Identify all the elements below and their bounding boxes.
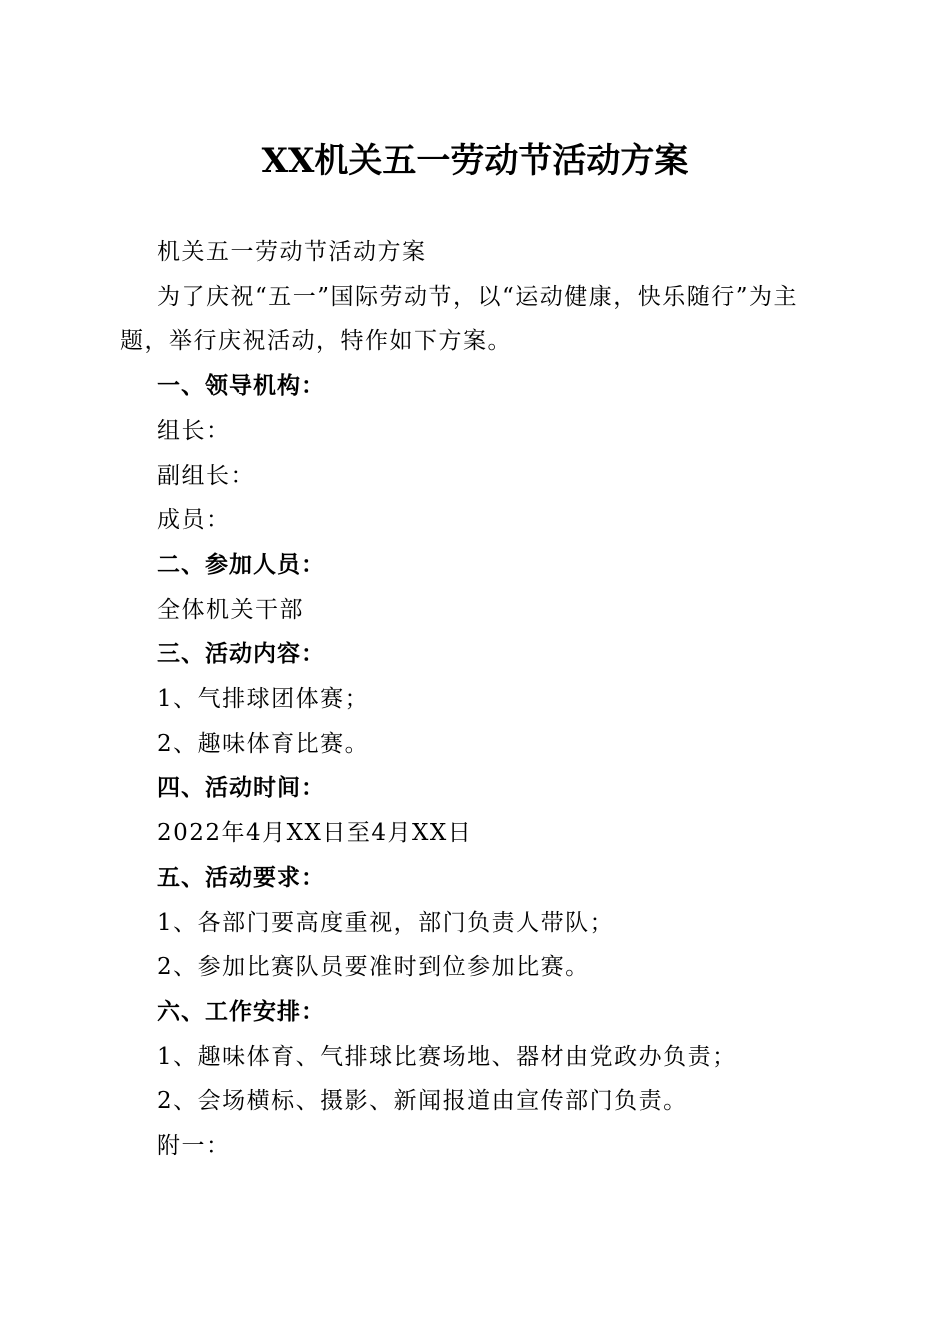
body-paragraph: 1、气排球团体赛； — [157, 686, 370, 713]
body-paragraph: 2、参加比赛队员要准时到位参加比赛。 — [157, 954, 590, 981]
section-heading: 三、活动内容： — [157, 641, 325, 668]
section-heading: 四、活动时间： — [157, 775, 325, 802]
section-heading: 一、领导机构： — [157, 373, 325, 400]
body-paragraph: 组长： — [157, 417, 231, 444]
document-body — [120, 230, 830, 1169]
section-heading: 二、参加人员： — [157, 551, 325, 578]
section-heading: 六、工作安排： — [157, 998, 325, 1025]
body-paragraph: 附一： — [157, 1133, 231, 1160]
body-paragraph: 成员： — [157, 507, 231, 534]
section-heading: 五、活动要求： — [157, 864, 325, 891]
body-paragraph: 为了庆祝“五一”国际劳动节，以“运动健康，快乐随行”为主题，举行庆祝活动，特作如下方案。 — [120, 283, 799, 355]
body-paragraph: 1、各部门要高度重视，部门负责人带队； — [157, 909, 615, 936]
body-paragraph: 1、趣味体育、气排球比赛场地、器材由党政办负责； — [157, 1043, 737, 1070]
document-title: XX机关五一劳动节活动方案 — [261, 141, 689, 181]
body-paragraph: 机关五一劳动节活动方案 — [157, 239, 427, 265]
body-paragraph: 2022年4月XX日至4月XX日 — [157, 820, 473, 847]
body-paragraph: 2、会场横标、摄影、新闻报道由宣传部门负责。 — [157, 1088, 688, 1115]
body-paragraph: 副组长： — [157, 462, 255, 489]
body-paragraph: 全体机关干部 — [157, 596, 304, 623]
body-paragraph: 2、趣味体育比赛。 — [157, 730, 370, 757]
